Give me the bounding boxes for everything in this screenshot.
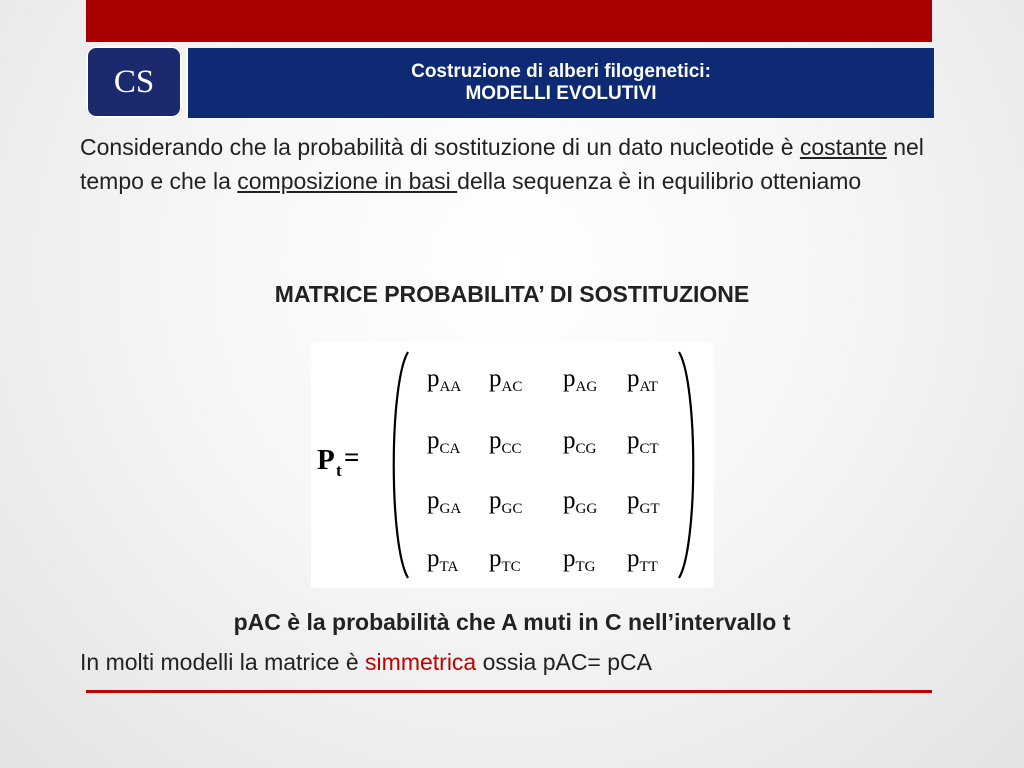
right-bracket [679, 352, 693, 578]
cs-logo-text: CS [113, 63, 155, 100]
matrix-entry-tc: pTC [489, 545, 521, 575]
slide-title-bar [186, 48, 934, 118]
matrix-entry-ac: pAC [489, 365, 523, 395]
symmetry-sentence [80, 649, 652, 676]
bottom-divider [86, 690, 932, 693]
matrix-entry-ag: pAG [563, 365, 598, 395]
matrix-lhs-equals: = [344, 442, 360, 472]
matrix-entry-gc: pGC [489, 487, 523, 517]
matrix-entry-ca: pCA [427, 427, 461, 457]
left-bracket [394, 352, 408, 578]
matrix-entry-tg: pTG [563, 545, 596, 575]
matrix-entry-gt: pGT [627, 487, 660, 517]
intro-paragraph [80, 130, 950, 198]
matrix-entry-ta: pTA [427, 545, 459, 575]
intro-text-2: nel tempo e che la [80, 134, 924, 194]
matrix-cells [427, 365, 660, 575]
matrix-entry-cc: pCC [489, 427, 522, 457]
matrix-lhs-subscript: t [336, 461, 342, 480]
intro-text-1: Considerando che la probabilità di sostituzione di un dato nucleotide è [80, 134, 800, 160]
intro-text-3: della sequenza è in equilibrio otteniamo [457, 168, 862, 194]
matrix-entry-ct: pCT [627, 427, 659, 457]
matrix-entry-tt: pTT [627, 545, 658, 575]
matrix-entry-gg: pGG [563, 487, 598, 517]
cs-logo-badge [86, 46, 182, 118]
matrix-entry-cg: pCG [563, 427, 597, 457]
intro-underlined-composizione: composizione in basi [237, 168, 458, 194]
probability-matrix-figure [311, 342, 714, 588]
slide-title-line-1: Costruzione di alberi filogenetici: [411, 61, 711, 82]
matrix-svg [311, 342, 714, 588]
symmetry-highlight: simmetrica [365, 649, 477, 675]
symmetry-text-after: ossia pAC= pCA [476, 649, 652, 675]
matrix-heading: MATRICE PROBABILITA’ DI SOSTITUZIONE [274, 281, 750, 307]
matrix-entry-at: pAT [627, 365, 658, 395]
matrix-lhs-p: P [317, 444, 335, 476]
intro-underlined-costante: costante [799, 134, 887, 160]
symmetry-text-before: In molti modelli la matrice è [80, 649, 366, 675]
pac-definition-note: pAC è la probabilità che A muti in C nell’intervallo t [233, 609, 791, 635]
top-accent-bar [86, 0, 932, 42]
matrix-entry-ga: pGA [427, 487, 462, 517]
slide-title-line-2: MODELLI EVOLUTIVI [465, 83, 657, 104]
matrix-entry-aa: pAA [427, 365, 462, 395]
